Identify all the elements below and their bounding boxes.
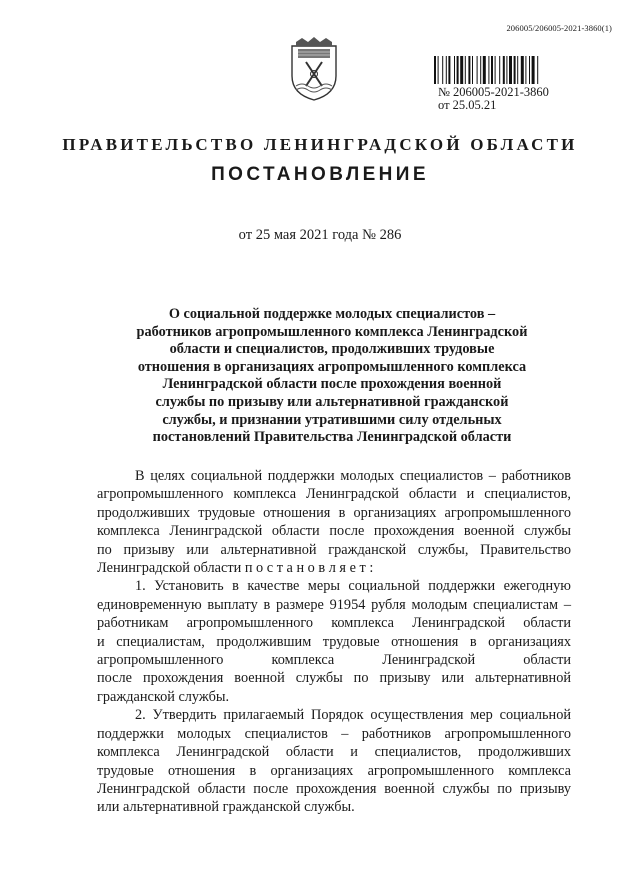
body-line: агропромышленного комплекса Ленинградской области и специалистов, <box>97 486 571 503</box>
body-line: по призыву или альтернативной гражданской службы, Правительство <box>97 541 571 558</box>
registration-number: № 206005-2021-3860 <box>438 85 549 99</box>
coat-of-arms-icon <box>288 36 340 102</box>
body-line: 1. Установить в качестве меры социальной поддержки ежегодную <box>135 578 571 595</box>
body-line: комплекса Ленинградской области и специалистов, продолживших <box>97 744 571 761</box>
body-line: и специалистам, продолжившим трудовые отношения в организациях <box>97 633 571 650</box>
document-type: ПОСТАНОВЛЕНИЕ <box>211 164 429 185</box>
document-date-number: от 25 мая 2021 года № 286 <box>238 227 402 243</box>
item-2-paragraph <box>97 706 571 816</box>
subject-line: службы по призыву или альтернативной гражданской <box>155 393 509 410</box>
preamble-paragraph <box>97 467 571 577</box>
body-line: трудовые отношения в организациях агропромышленного комплекса <box>97 762 571 779</box>
body-line: продолживших трудовые отношения в организациях агропромышленного <box>97 504 571 521</box>
subject-line: постановлений Правительства Ленинградской области <box>152 429 512 446</box>
body-line: гражданской службы. <box>97 688 230 705</box>
body-line: Ленинградской области после прохождения военной службы по призыву <box>97 780 571 797</box>
body-line: после прохождения военной службы по призыву или альтернативной <box>97 670 571 687</box>
subject-line: О социальной поддержке молодых специалистов – <box>168 306 496 322</box>
body-line: 2. Утвердить прилагаемый Порядок осуществления мер социальной <box>135 707 571 724</box>
subject-line: службы, и признании утратившими силу отдельных <box>162 411 502 428</box>
registration-date: от 25.05.21 <box>438 98 497 112</box>
government-title: ПРАВИТЕЛЬСТВО ЛЕНИНГРАДСКОЙ ОБЛАСТИ <box>62 135 578 154</box>
subject-line: Ленинградской области после прохождения военной <box>162 376 502 393</box>
subject-line: области и специалистов, продолживших трудовые <box>169 341 495 358</box>
barcode <box>434 56 582 84</box>
item-1-paragraph <box>97 577 571 706</box>
body-line: поддержки молодых специалистов – работников агропромышленного <box>97 725 571 742</box>
subject-line: отношения в организациях агропромышленного комплекса <box>137 358 527 375</box>
body-line: комплекса Ленинградской области после прохождения военной службы <box>97 523 571 540</box>
document-subject <box>132 306 532 447</box>
body-line: работникам агропромышленного комплекса Ленинградской области <box>97 615 571 632</box>
body-line: или альтернативной гражданской службы. <box>97 799 355 816</box>
document-body <box>97 467 571 817</box>
subject-line: работников агропромышленного комплекса Ленинградской <box>136 323 528 340</box>
body-line: единовременную выплату в размере 91954 рубля молодым специалистам – <box>97 596 571 613</box>
body-line: агропромышленного комплекса Ленинградской области <box>97 652 571 669</box>
body-line: Ленинградской области п о с т а н о в л я е т : <box>97 560 374 577</box>
doc-code: 206005/206005-2021-3860(1) <box>506 23 612 33</box>
body-line: В целях социальной поддержки молодых специалистов – работников <box>135 468 571 484</box>
